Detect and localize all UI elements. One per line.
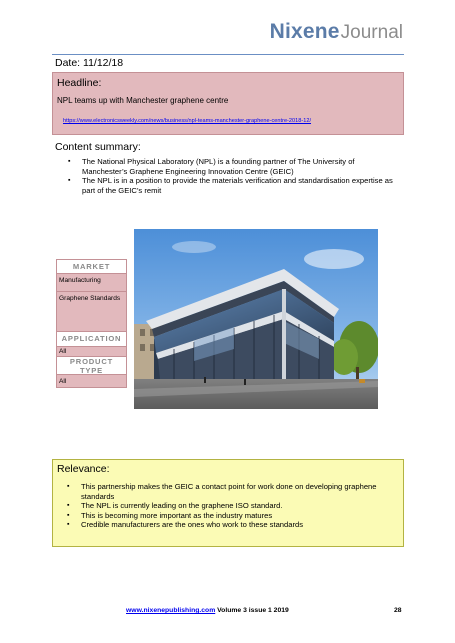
headline-box — [52, 72, 404, 135]
list-item: ▪ This is becoming more important as the industry matures — [67, 511, 399, 521]
market-item-manufacturing: Manufacturing — [56, 274, 127, 292]
relevance-box — [52, 459, 404, 547]
article-date: Date: 11/12/18 — [55, 57, 124, 69]
content-summary-label: Content summary: — [55, 141, 141, 153]
footer-website-link[interactable]: www.nixenepublishing.com — [126, 607, 216, 614]
header-rule — [52, 54, 404, 55]
list-item: ▪ The National Physical Laboratory (NPL) is a founding partner of The University of Manchester’s Graphene Engineering Innovation Centre (GEIC) — [68, 157, 398, 176]
application-header: APPLICATION — [56, 332, 127, 347]
list-item: ▪ This partnership makes the GEIC a contact point for work done on developing graphene standards — [67, 482, 399, 501]
footer-issue: Volume 3 issue 1 2019 — [215, 607, 289, 614]
headline-text: NPL teams up with Manchester graphene centre — [57, 96, 229, 105]
product-type-item-all: All — [56, 375, 127, 388]
list-item: ▪ The NPL is in a position to provide the materials verification and standardisation expertise as part of the GEIC’s remit — [68, 176, 398, 195]
product-type-header: PRODUCT TYPE — [56, 357, 127, 375]
market-item-graphene-standards: Graphene Standards — [56, 292, 127, 332]
list-item: ▪ Credible manufacturers are the ones who work to these standards — [67, 520, 399, 530]
logo-brand: Nixene — [269, 20, 340, 43]
relevance-label: Relevance: — [57, 463, 110, 475]
list-item: ▪ The NPL is currently leading on the graphene ISO standard. — [67, 501, 399, 511]
building-photo — [134, 229, 378, 409]
relevance-list — [67, 482, 399, 530]
tag-column — [56, 259, 127, 388]
market-header: MARKET — [56, 259, 127, 274]
source-link[interactable]: https://www.electronicsweekly.com/news/business/npl-teams-manchester-graphene-centre-2018-12/ — [63, 118, 311, 124]
headline-label: Headline: — [57, 77, 102, 89]
logo-suffix: Journal — [340, 22, 403, 43]
footer — [126, 607, 289, 614]
content-summary-list — [68, 157, 398, 195]
nixene-journal-logo — [270, 20, 403, 44]
application-item-all: All — [56, 347, 127, 357]
page-number: 28 — [394, 607, 402, 614]
